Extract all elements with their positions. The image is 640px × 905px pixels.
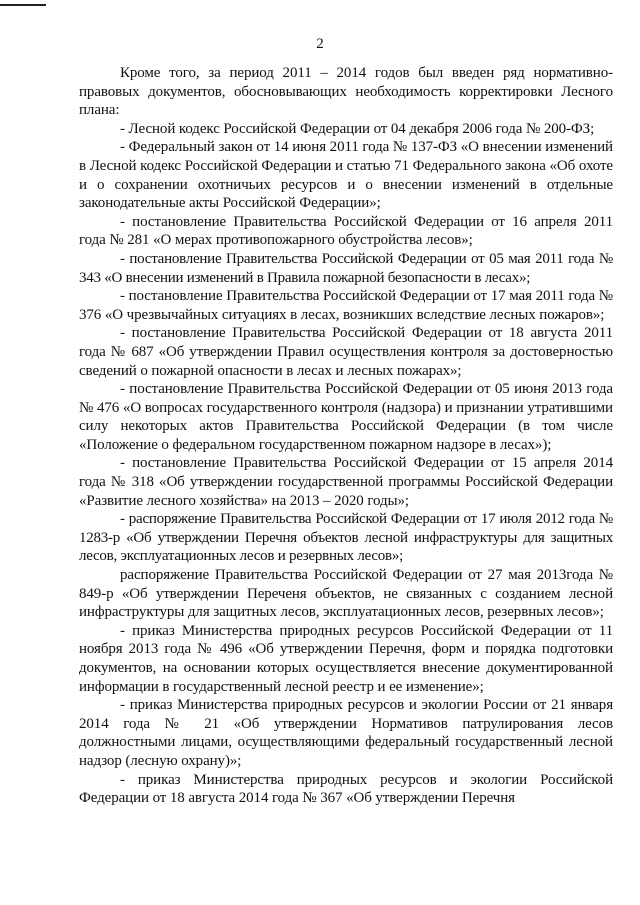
page-number: 2 [316,36,324,52]
list-item: - приказ Министерства природных ресурсов Российской Федерации от 11 ноября 2013 года № 496 «Об утверждении Перечня, форм и порядка подготовки документов, на основании которых осуществляется внесение документированной информации в государственный лесной реестр и ее изменение»; [79,622,613,695]
list-item: - постановление Правительства Российской Федерации от 05 мая 2011 года № 343 «О внесении изменений в Правила пожарной безопасности в лесах»; [79,250,613,286]
document-body [79,64,613,808]
list-item: - постановление Правительства Российской Федерации от 17 мая 2011 года № 376 «О чрезвычайных ситуациях в лесах, возникших вследствие лесных пожаров»; [79,288,613,323]
list-item: - постановление Правительства Российской Федерации от 15 апреля 2014 года № 318 «Об утверждении государственной программы Российской Федерации «Развитие лесного хозяйства» на 2013 – 2020 годы»; [79,455,613,509]
list-item: - приказ Министерства природных ресурсов и экологии России от 21 января 2014 года № 21 «Об утверждении Нормативов патрулирования лесов должностными лицами, осуществляющими федеральный государственный лесной надзор (лесную охрану)»; [79,697,613,769]
scan-edge-mark [0,4,46,6]
list-item: - Федеральный закон от 14 июня 2011 года № 137-ФЗ «О внесении изменений в Лесной кодекс Российской Федерации и статью 71 Федерального закона «Об охоте и о сохранении охотничьих ресурсов и о внесении изменений в отдельные законодательные акты Российской Федерации»; [79,139,613,212]
list-item: распоряжение Правительства Российской Федерации от 27 мая 2013года № 849-р «Об утверждении Переченя объектов, не связанных с созданием лесной инфраструктуры для защитных лесов, эксплуатационных лесов, резервных лесов»; [79,567,613,621]
list-item: - постановление Правительства Российской Федерации от 05 июня 2013 года № 476 «О вопросах государственного контроля (надзора) и признании утратившими силу некоторых актов Правительства Российской Федерации (в том числе «Положение о федеральном государственном пожарном надзоре в лесах»); [79,381,613,453]
list-item: - распоряжение Правительства Российской Федерации от 17 июля 2012 года № 1283-р «Об утверждении Перечня объектов лесной инфраструктуры для защитных лесов, эксплуатационных лесов и резервных лесов»; [79,511,613,565]
list-item: - постановление Правительства Российской Федерации от 18 августа 2011 года № 687 «Об утверждении Правил осуществления контроля за достоверностью сведений о пожарной опасности в лесах и лесных пожарах»; [79,325,613,379]
list-item: - приказ Министерства природных ресурсов и экологии Российской Федерации от 18 августа 2014 года № 367 «Об утверждении Перечня [79,771,613,807]
list-item: - постановление Правительства Российской Федерации от 16 апреля 2011 года № 281 «О мерах противопожарного обустройства лесов»; [79,213,613,249]
intro-paragraph: Кроме того, за период 2011 – 2014 годов был введен ряд нормативно-правовых документов, обосновывающих необходимость корректировки Лесного плана: [79,65,613,119]
list-item: - Лесной кодекс Российской Федерации от 04 декабря 2006 года № 200-ФЗ; [120,120,595,137]
